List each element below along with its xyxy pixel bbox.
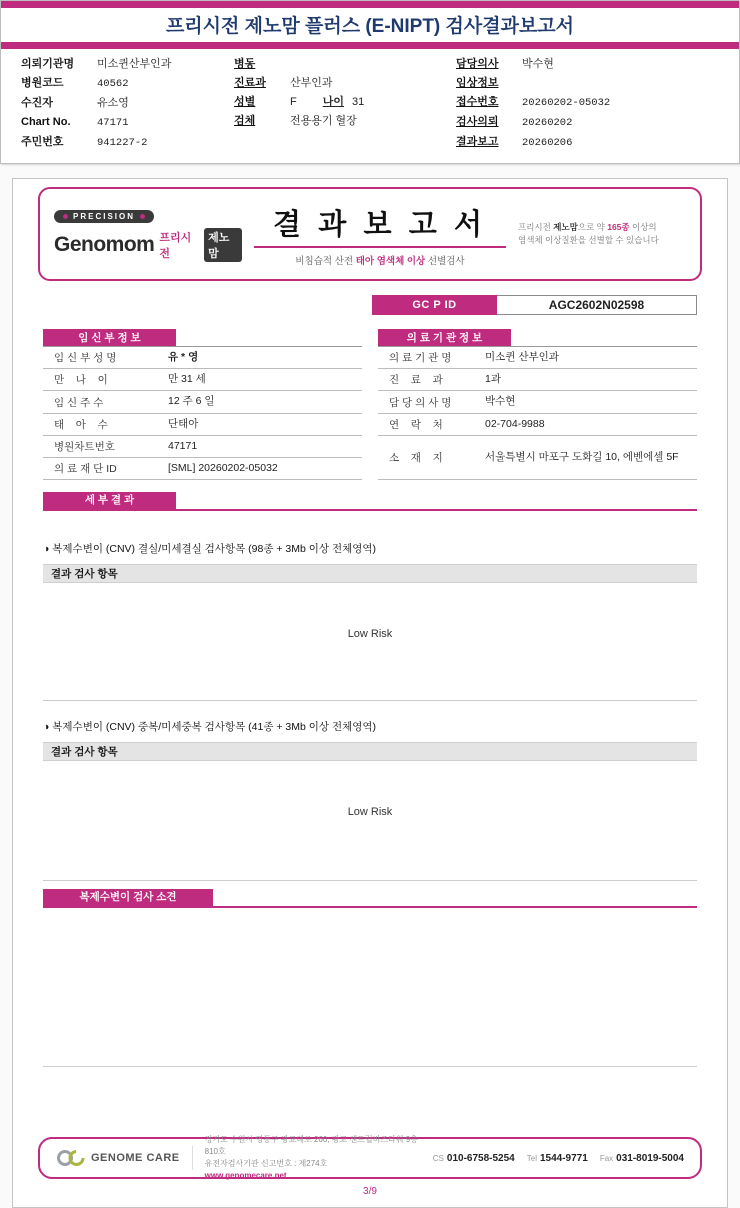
report-viewer-header bbox=[0, 0, 740, 164]
detail-section-badge: 세 부 결 과 bbox=[43, 492, 176, 509]
report-title: 프리시전 제노맘 플러스 (E-NIPT) 검사결과보고서 bbox=[165, 16, 575, 37]
desc-a: 프리시전 bbox=[518, 221, 554, 232]
cnv-duplication-title: ◑ 복제수변이 (CNV) 중복/미세중복 검사항목 (41종 + 3Mb 이상 전체영역) bbox=[43, 721, 377, 734]
value-specimen: 전용용기 혈장 bbox=[290, 115, 357, 127]
cnv-opinion-section bbox=[43, 889, 697, 908]
desc-b: 제노맘 bbox=[553, 221, 578, 232]
label-resident-no: 주민번호 bbox=[21, 136, 64, 148]
info-row-department bbox=[234, 76, 456, 91]
value-request-date: 20260202 bbox=[522, 117, 573, 129]
value-sex: F bbox=[290, 96, 297, 108]
table-row bbox=[43, 391, 362, 413]
table-row bbox=[378, 391, 697, 413]
pregnant-table-header: 임 신 부 정 보 bbox=[43, 329, 176, 346]
info-row-request-date bbox=[456, 115, 721, 131]
cs-number: 010-6758-5254 bbox=[446, 1152, 515, 1164]
cnv-deletion-title: ◑ 복제수변이 (CNV) 결실/미세결실 검사항목 (98종 + 3Mb 이상 전체영역) bbox=[43, 543, 377, 556]
info-tables bbox=[43, 329, 697, 480]
detail-section-divider bbox=[43, 492, 697, 511]
value-doctor: 박수현 bbox=[522, 58, 554, 70]
table-row bbox=[378, 436, 697, 480]
table-row bbox=[43, 347, 362, 369]
footer-fax bbox=[600, 1153, 684, 1164]
row-label: 병원차트번호 bbox=[54, 440, 115, 453]
value-chart-no: 47171 bbox=[97, 117, 129, 129]
row-label: 소 재 지 bbox=[389, 451, 443, 464]
row-label: 담 당 의 사 명 bbox=[389, 396, 452, 409]
value-age: 31 bbox=[352, 96, 365, 108]
opinion-section-divider bbox=[43, 889, 697, 908]
label-chart-no: Chart No. bbox=[21, 116, 71, 128]
label-ward: 병동 bbox=[234, 58, 256, 70]
fax-label: Fax bbox=[599, 1153, 614, 1163]
precision-label: PRECISION bbox=[73, 212, 136, 221]
tel-number: 1544-9771 bbox=[539, 1152, 588, 1164]
gcpid-label: GC P ID bbox=[372, 295, 497, 315]
value-hospital-name: 미소퀸산부인과 bbox=[97, 58, 172, 70]
clinic-info-table bbox=[378, 329, 697, 480]
row-value: [SML] 20260202-05032 bbox=[168, 462, 278, 475]
info-row-doctor bbox=[456, 57, 721, 72]
cnv-deletion-column-header: 결과 검사 항목 bbox=[43, 564, 697, 583]
magenta-bar-top bbox=[1, 1, 739, 8]
pregnant-info-table bbox=[43, 329, 362, 480]
clinic-table-rows bbox=[378, 346, 697, 480]
subtitle-highlight: 태아 염색체 이상 bbox=[355, 255, 426, 267]
table-row bbox=[378, 347, 697, 369]
banner-description bbox=[518, 221, 686, 247]
subtitle-post: 선별검사 bbox=[425, 255, 465, 267]
table-row bbox=[378, 369, 697, 391]
cnv-deletion-result: Low Risk bbox=[347, 628, 393, 641]
clinic-table-header: 의 료 기 관 정 보 bbox=[378, 329, 511, 346]
row-value: 미소퀸 산부인과 bbox=[485, 351, 559, 363]
label-receipt-no: 접수번호 bbox=[456, 96, 499, 108]
gcpid-value: AGC2602N02598 bbox=[497, 295, 697, 315]
label-age: 나이 bbox=[322, 96, 344, 108]
label-report-date: 결과보고 bbox=[456, 136, 499, 148]
footer-website-link[interactable]: www.genomecare.net bbox=[204, 1171, 287, 1181]
pregnant-table-rows bbox=[43, 346, 362, 480]
genomom-logo bbox=[54, 206, 242, 262]
value-report-date: 20260206 bbox=[522, 137, 573, 149]
section-divider-line bbox=[43, 880, 697, 881]
footer-address-block bbox=[205, 1134, 421, 1182]
banner-subtitle bbox=[242, 253, 518, 267]
footer-address1: 경기도 수원시 영통구 광교대로 260, 광교 센트럴비즈타워 9층 810호 bbox=[204, 1135, 418, 1157]
table-row bbox=[43, 369, 362, 391]
info-row-hospital-name bbox=[21, 57, 234, 72]
patient-info-col1 bbox=[21, 57, 234, 151]
row-value: 서울특별시 마포구 도화길 10, 에벤에셀 5F bbox=[485, 450, 679, 463]
value-resident-no: 941227-2 bbox=[97, 137, 148, 149]
table-row bbox=[43, 436, 362, 458]
info-row-ward bbox=[234, 57, 456, 72]
row-label: 진 료 과 bbox=[389, 374, 443, 387]
footer-cs bbox=[433, 1153, 515, 1164]
genomecare-logo-icon bbox=[56, 1149, 86, 1167]
desc-c: 으로 약 bbox=[577, 221, 608, 232]
label-doctor: 담당의사 bbox=[456, 58, 499, 70]
gcpid-row bbox=[372, 295, 697, 315]
bottom-divider-line bbox=[43, 1066, 697, 1067]
table-row bbox=[378, 414, 697, 436]
fax-number: 031-8019-5004 bbox=[616, 1152, 684, 1164]
banner-underline bbox=[254, 246, 506, 248]
value-department: 산부인과 bbox=[290, 77, 333, 89]
cs-label: CS bbox=[432, 1153, 444, 1163]
report-banner bbox=[38, 187, 702, 281]
genomecare-logo-text: GENOME CARE bbox=[91, 1152, 180, 1165]
info-row-chart-no bbox=[21, 115, 234, 131]
row-label: 의 료 재 단 ID bbox=[54, 463, 117, 476]
label-specimen: 검체 bbox=[234, 115, 256, 127]
footer-address2: 유전자검사기관 신고번호 : 제274호 bbox=[204, 1159, 328, 1169]
info-row-resident-no bbox=[21, 135, 234, 151]
label-request-date: 검사의뢰 bbox=[456, 116, 499, 128]
table-row bbox=[43, 414, 362, 436]
patient-info-col3 bbox=[456, 57, 721, 151]
info-row-specimen bbox=[234, 114, 456, 129]
page-number: 3/9 bbox=[363, 1186, 377, 1198]
row-value: 만 31 세 bbox=[168, 373, 206, 386]
precision-badge bbox=[54, 210, 154, 223]
desc-line2: 염색체 이상질환을 선별할 수 있습니다 bbox=[518, 235, 659, 245]
value-hospital-code: 40562 bbox=[97, 78, 129, 90]
info-row-receipt-no bbox=[456, 95, 721, 111]
patient-info-grid bbox=[1, 49, 739, 163]
label-sex: 성별 bbox=[234, 96, 256, 108]
magenta-bar-bottom bbox=[1, 42, 739, 49]
value-patient: 유소영 bbox=[97, 97, 129, 109]
row-value: 박수현 bbox=[485, 395, 516, 408]
row-label: 임 신 부 성 명 bbox=[54, 352, 117, 365]
label-hospital-name: 의뢰기관명 bbox=[21, 58, 75, 70]
cnv-duplication-result: Low Risk bbox=[347, 806, 393, 819]
info-row-report-date bbox=[456, 135, 721, 151]
info-row-sex-age bbox=[234, 95, 456, 110]
row-label: 임 신 주 수 bbox=[54, 396, 104, 409]
row-label: 태 아 수 bbox=[54, 418, 108, 431]
precision-dot-left-icon bbox=[63, 214, 68, 219]
footer-contact bbox=[433, 1153, 684, 1164]
precision-dot-right-icon bbox=[140, 214, 145, 219]
info-row-clinical-info bbox=[456, 76, 721, 91]
brand-korean-highlight: 프리시전 bbox=[159, 232, 192, 260]
label-patient: 수진자 bbox=[21, 97, 53, 109]
row-value: 단태아 bbox=[168, 417, 199, 430]
label-hospital-code: 병원코드 bbox=[21, 77, 64, 89]
row-value: 1과 bbox=[485, 373, 501, 386]
row-label: 의 료 기 관 명 bbox=[389, 352, 452, 365]
footer-divider bbox=[192, 1146, 193, 1170]
info-row-patient bbox=[21, 96, 234, 111]
row-value: 12 주 6 일 bbox=[168, 395, 215, 408]
cnv-duplication-column-header: 결과 검사 항목 bbox=[43, 742, 697, 761]
tel-label: Tel bbox=[526, 1153, 537, 1163]
brand-row bbox=[54, 228, 242, 262]
banner-center bbox=[242, 202, 518, 267]
report-page bbox=[12, 178, 728, 1208]
patient-info-col2 bbox=[234, 57, 456, 151]
genomecare-logo bbox=[56, 1149, 180, 1167]
desc-d: 165종 bbox=[607, 221, 630, 232]
table-row bbox=[43, 458, 362, 480]
footer-box bbox=[38, 1137, 702, 1179]
value-receipt-no: 20260202-05032 bbox=[522, 97, 611, 109]
subtitle-pre: 비침습적 산전 bbox=[295, 255, 356, 267]
row-value: 유 * 영 bbox=[168, 351, 199, 363]
section-divider-line bbox=[43, 700, 697, 701]
row-label: 연 락 처 bbox=[389, 418, 443, 431]
footer-tel bbox=[527, 1153, 588, 1164]
label-clinical-info: 임상정보 bbox=[456, 77, 499, 89]
row-label: 만 나 이 bbox=[54, 374, 108, 387]
label-department: 진료과 bbox=[234, 77, 266, 89]
row-value: 47171 bbox=[168, 439, 198, 452]
info-row-hospital-code bbox=[21, 76, 234, 92]
brand-name: Genomom bbox=[54, 233, 155, 256]
brand-korean-badge: 제노맘 bbox=[204, 228, 242, 262]
desc-e: 이상의 bbox=[629, 221, 657, 232]
row-value: 02-704-9988 bbox=[485, 417, 545, 430]
opinion-section-badge: 복제수변이 검사 소견 bbox=[43, 889, 213, 906]
banner-title: 결 과 보 고 서 bbox=[272, 208, 488, 241]
